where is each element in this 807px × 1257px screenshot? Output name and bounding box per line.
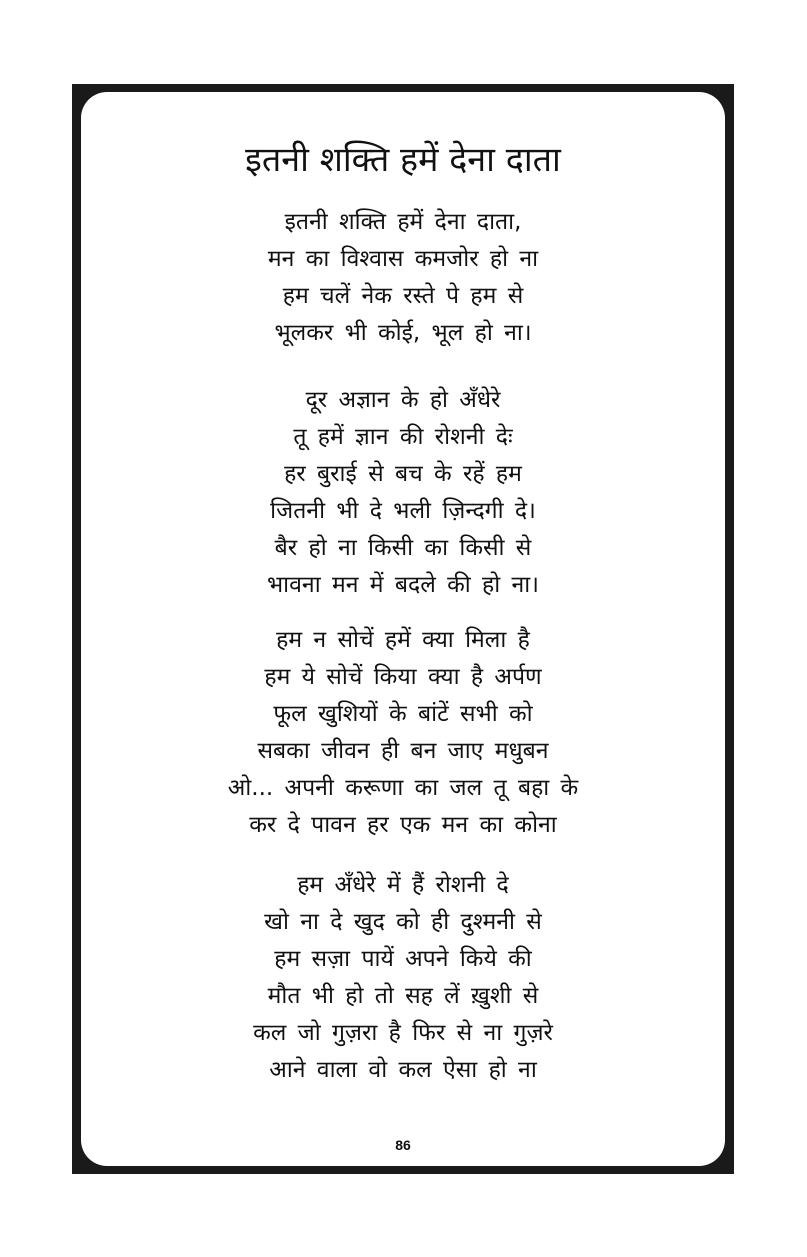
verse-line: हम सज़ा पायें अपने किये की <box>274 946 532 972</box>
verse-line: खो ना दे खुद को ही दुश्मनी से <box>264 909 542 935</box>
verse-line: दूर अज्ञान के हो अँधेरे <box>305 387 501 413</box>
page-number: 86 <box>395 1137 411 1153</box>
verse-line: कल जो गुज़रा है फिर से ना गुज़रे <box>253 1020 553 1046</box>
page-border-frame <box>72 84 734 1174</box>
verse-line: इतनी शक्ति हमें देना दाता, <box>284 209 522 235</box>
verse-line: हर बुराई से बच के रहें हम <box>284 461 522 487</box>
verse-line: सबका जीवन ही बन जाए मधुबन <box>257 738 549 764</box>
song-title: इतनी शक्ति हमें देना दाता <box>245 140 561 180</box>
verse-line: हम चलें नेक रस्ते पे हम से <box>282 283 524 309</box>
verse-line: ओ... अपनी करूणा का जल तू बहा के <box>227 775 579 801</box>
stanza-3 <box>81 622 725 844</box>
stanza-1 <box>81 204 725 352</box>
verse-line: आने वाला वो कल ऐसा हो ना <box>269 1057 537 1083</box>
verse-line: बैर हो ना किसी का किसी से <box>274 535 532 561</box>
verse-line: हम न सोचें हमें क्या मिला है <box>276 627 530 653</box>
verse-line: फूल खुशियों के बांटें सभी को <box>273 701 533 727</box>
verse-line: जितनी भी दे भली ज़िन्दगी दे। <box>270 498 536 524</box>
verse-line: तू हमें ज्ञान की रोशनी देः <box>293 424 513 450</box>
verse-line: हम अँधेरे में हैं रोशनी दे <box>297 872 509 898</box>
verse-line: भावना मन में बदले की हो ना। <box>267 572 539 598</box>
verse-line: कर दे पावन हर एक मन का कोना <box>249 812 557 838</box>
verse-line: भूलकर भी कोई, भूल हो ना। <box>274 320 532 346</box>
stanza-2 <box>81 382 725 604</box>
verse-line: मौत भी हो तो सह लें ख़ुशी से <box>267 983 539 1009</box>
page-content-area <box>81 92 725 1166</box>
stanza-4 <box>81 867 725 1089</box>
verse-line: हम ये सोचें किया क्या है अर्पण <box>264 664 542 690</box>
verse-line: मन का विश्वास कमजोर हो ना <box>267 246 539 272</box>
